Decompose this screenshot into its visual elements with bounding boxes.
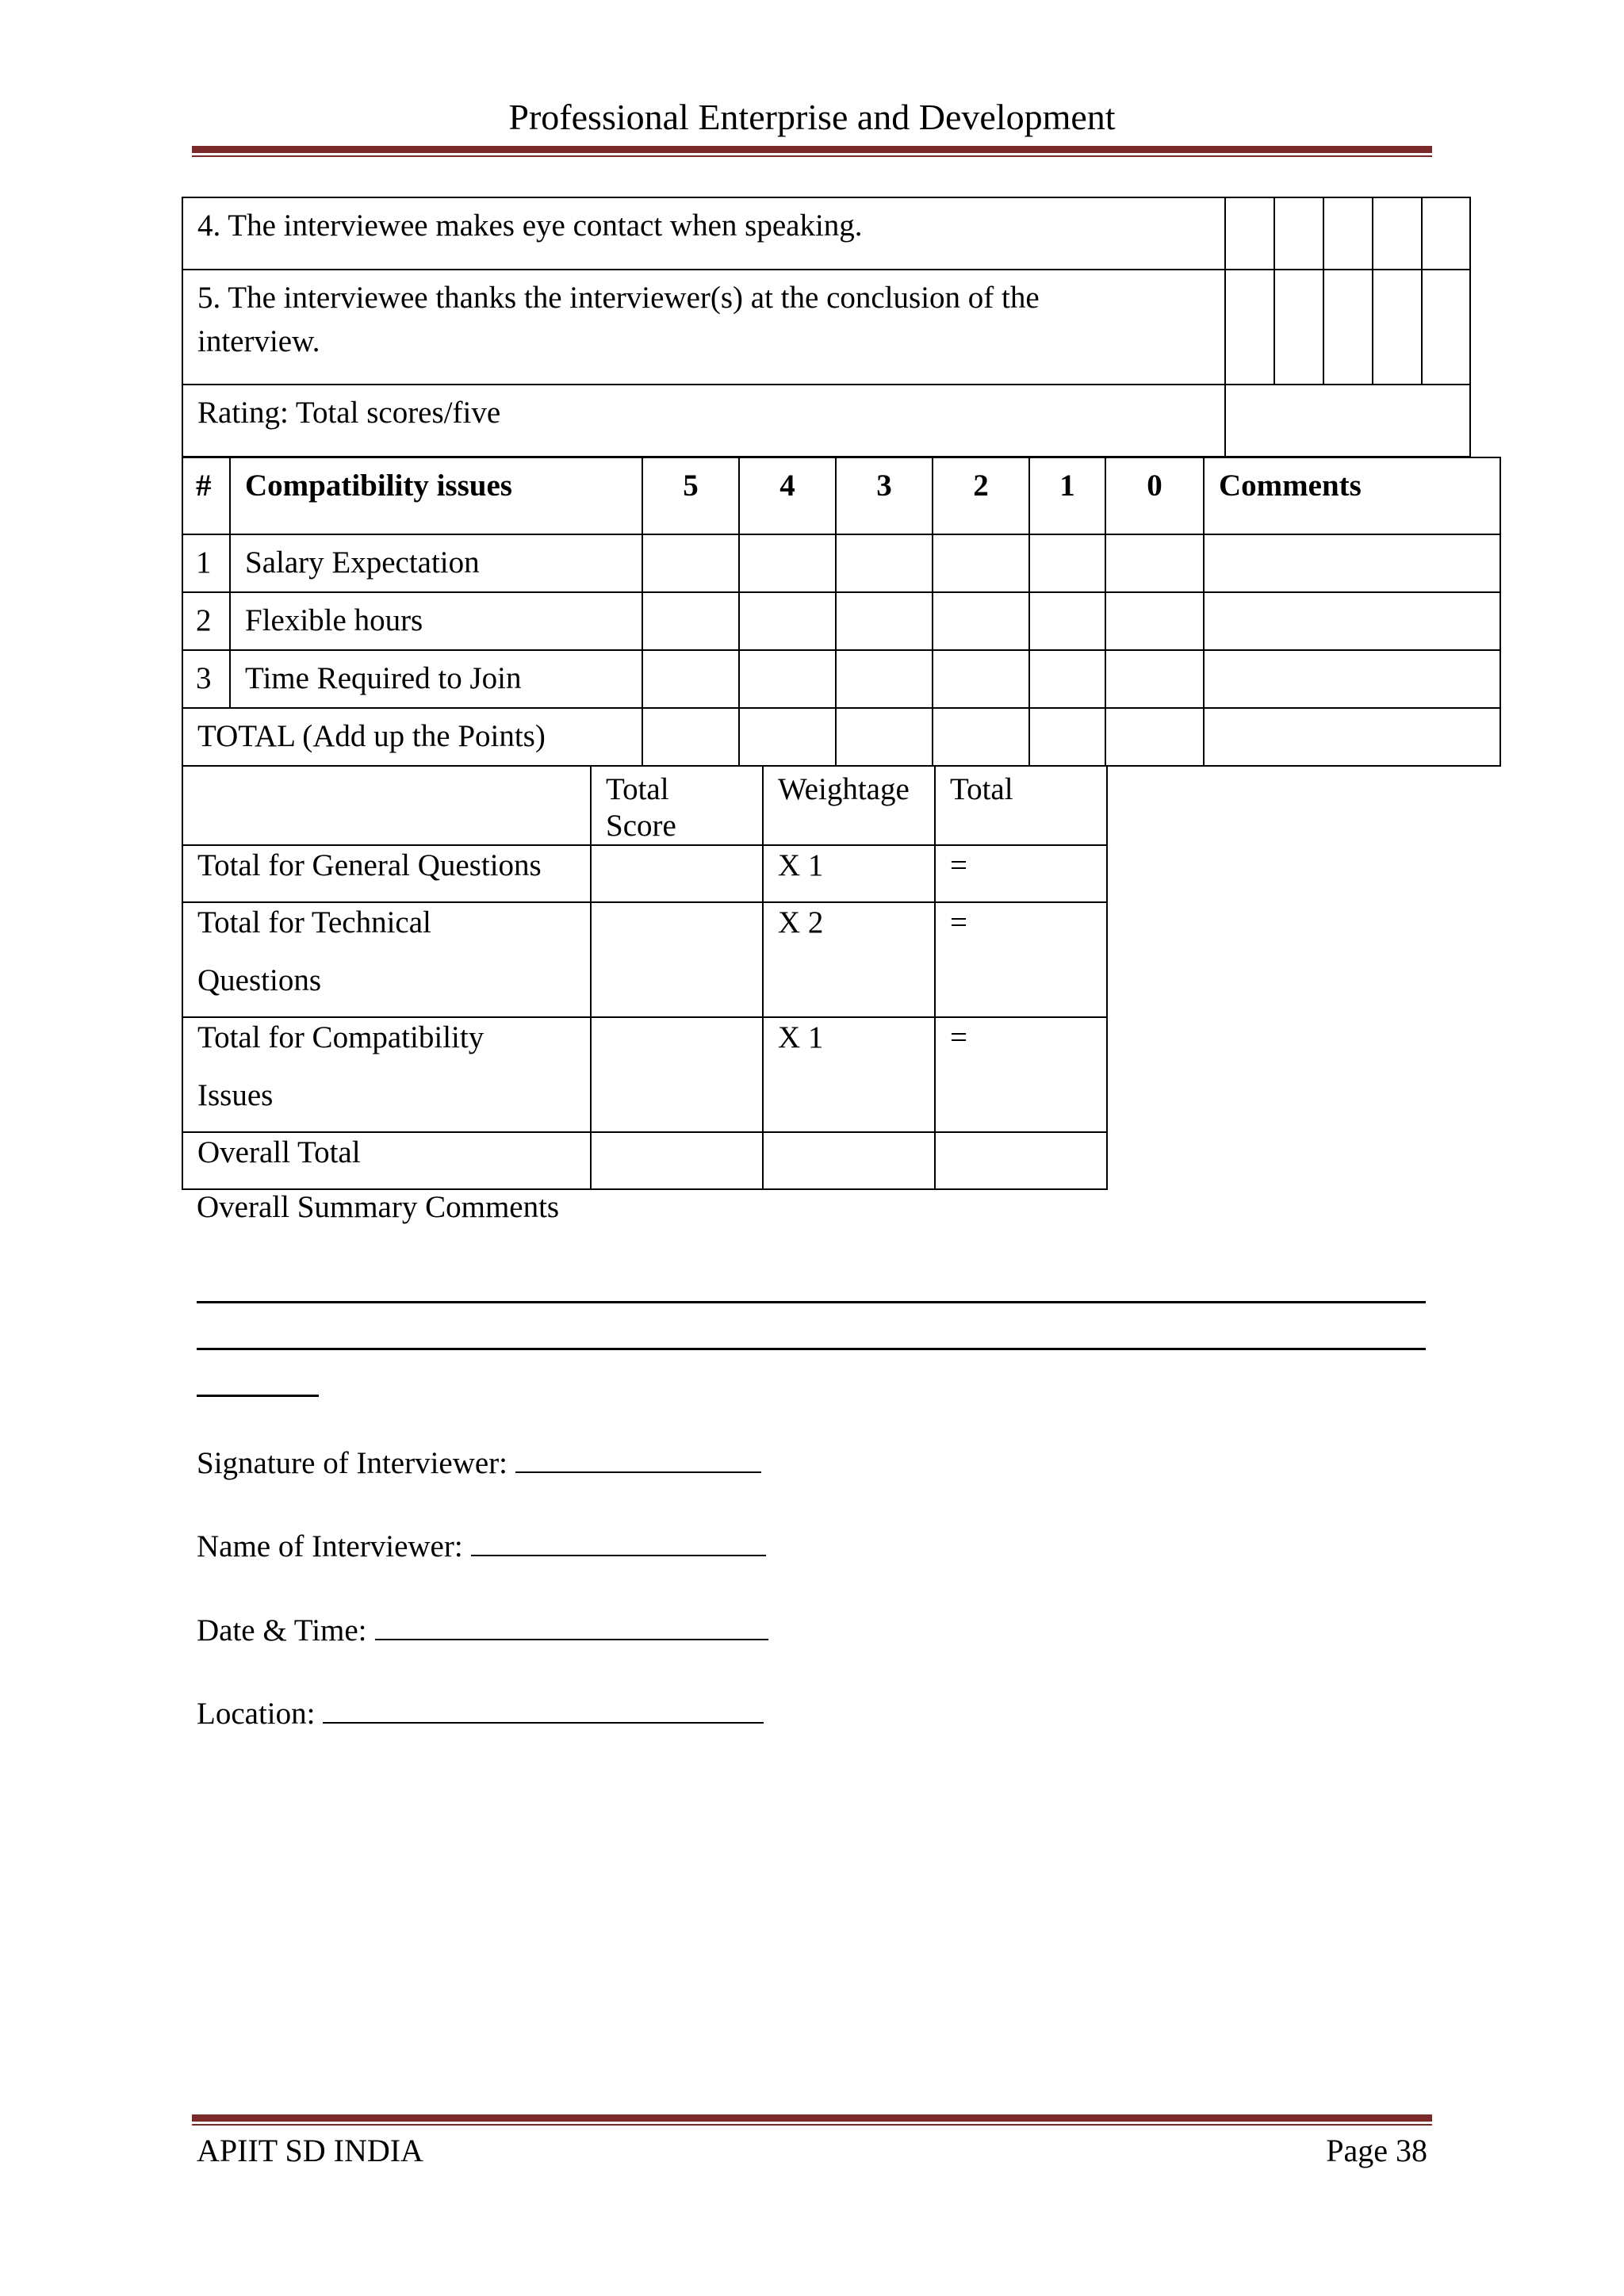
total-score-cell[interactable]	[591, 1132, 763, 1189]
score-cell[interactable]	[642, 592, 739, 650]
col-header-5: 5	[642, 457, 739, 534]
equals-sign: =	[935, 902, 1107, 1017]
name-label: Name of Interviewer:	[197, 1529, 463, 1563]
summary-comments-label: Overall Summary Comments	[197, 1190, 560, 1224]
date-label: Date & Time:	[197, 1613, 367, 1647]
score-cell[interactable]	[1105, 592, 1204, 650]
compatibility-table	[182, 457, 1501, 767]
footer-org: APIIT SD INDIA	[197, 2133, 423, 2168]
location-field	[197, 1693, 764, 1732]
score-cell[interactable]	[642, 650, 739, 708]
total-label: TOTAL (Add up the Points)	[182, 708, 642, 766]
score-cell[interactable]	[739, 708, 836, 766]
table-row	[182, 650, 1500, 708]
comment-cell[interactable]	[1204, 650, 1500, 708]
signature-label: Signature of Interviewer:	[197, 1446, 508, 1480]
location-label: Location:	[197, 1697, 316, 1731]
score-cell[interactable]	[1029, 650, 1105, 708]
rating-row-4	[182, 197, 1470, 270]
summary-row-label: Overall Total	[182, 1132, 591, 1189]
rating-row-5	[182, 270, 1470, 385]
compat-header-row	[182, 457, 1500, 534]
weightage-value: X 1	[763, 1017, 935, 1132]
col-header-3: 3	[836, 457, 933, 534]
rating-label: Rating: Total scores/five	[182, 385, 1225, 457]
score-cell[interactable]	[1029, 592, 1105, 650]
rating-cell[interactable]	[1274, 270, 1323, 385]
rating-cell[interactable]	[1422, 270, 1470, 385]
footer-rule	[192, 2114, 1432, 2126]
row-number: 2	[182, 592, 230, 650]
rating-total-cell[interactable]	[1225, 385, 1470, 457]
col-header-2: 2	[933, 457, 1029, 534]
col-header-issue: Compatibility issues	[230, 457, 642, 534]
date-field	[197, 1610, 768, 1649]
comment-line[interactable]	[197, 1301, 1426, 1303]
comment-cell[interactable]	[1204, 592, 1500, 650]
summary-header-total-score: Total Score	[591, 766, 763, 845]
score-cell[interactable]	[933, 650, 1029, 708]
table-row	[182, 845, 1107, 902]
score-cell[interactable]	[739, 592, 836, 650]
overall-total-row	[182, 1132, 1107, 1189]
score-cell[interactable]	[1029, 534, 1105, 592]
score-cell[interactable]	[836, 534, 933, 592]
col-header-1: 1	[1029, 457, 1105, 534]
page-header-title: Professional Enterprise and Development	[508, 97, 1116, 137]
rating-cell[interactable]	[1422, 197, 1470, 270]
weightage-value: X 2	[763, 902, 935, 1017]
row-label: Salary Expectation	[230, 534, 642, 592]
table-row	[182, 1017, 1107, 1132]
compat-total-row	[182, 708, 1500, 766]
rating-cell[interactable]	[1323, 197, 1373, 270]
rating-total-row	[182, 385, 1470, 457]
rating-cell[interactable]	[1274, 197, 1323, 270]
score-cell[interactable]	[1105, 708, 1204, 766]
col-header-number: #	[182, 457, 230, 534]
col-header-comments: Comments	[1204, 457, 1500, 534]
score-cell[interactable]	[836, 708, 933, 766]
score-cell[interactable]	[836, 650, 933, 708]
total-score-cell[interactable]	[591, 845, 763, 902]
overall-total-cell[interactable]	[935, 1132, 1107, 1189]
summary-row-label: Total for Technical Questions	[182, 902, 591, 1017]
equals-sign: =	[935, 845, 1107, 902]
score-cell[interactable]	[739, 534, 836, 592]
summary-row-label: Total for Compatibility Issues	[182, 1017, 591, 1132]
score-cell[interactable]	[933, 534, 1029, 592]
rating-cell[interactable]	[1373, 197, 1422, 270]
row-number: 3	[182, 650, 230, 708]
comment-cell[interactable]	[1204, 708, 1500, 766]
page-number: Page 38	[1326, 2133, 1427, 2168]
rating-cell[interactable]	[1323, 270, 1373, 385]
score-cell[interactable]	[1105, 650, 1204, 708]
equals-sign: =	[935, 1017, 1107, 1132]
rating-row-text: 4. The interviewee makes eye contact when speaking.	[182, 197, 1225, 270]
summary-header-weightage: Weightage	[763, 766, 935, 845]
signature-blank[interactable]	[515, 1443, 761, 1473]
table-row	[182, 534, 1500, 592]
name-field	[197, 1526, 766, 1565]
score-cell[interactable]	[739, 650, 836, 708]
table-row	[182, 902, 1107, 1017]
score-cell[interactable]	[933, 708, 1029, 766]
rating-cell[interactable]	[1373, 270, 1422, 385]
rating-row-text: 5. The interviewee thanks the interviewer(s) at the conclusion of the interview.	[182, 270, 1225, 385]
col-header-0: 0	[1105, 457, 1204, 534]
summary-row-label: Total for General Questions	[182, 845, 591, 902]
score-cell[interactable]	[1105, 534, 1204, 592]
comment-line[interactable]	[197, 1395, 319, 1397]
rating-table	[182, 197, 1471, 457]
score-cell[interactable]	[642, 708, 739, 766]
total-score-cell[interactable]	[591, 902, 763, 1017]
weightage-value[interactable]	[763, 1132, 935, 1189]
comment-line[interactable]	[197, 1348, 1426, 1350]
location-blank[interactable]	[323, 1693, 764, 1724]
row-label: Flexible hours	[230, 592, 642, 650]
name-blank[interactable]	[471, 1526, 766, 1556]
total-score-cell[interactable]	[591, 1017, 763, 1132]
summary-header-total: Total	[935, 766, 1107, 845]
score-cell[interactable]	[642, 534, 739, 592]
col-header-4: 4	[739, 457, 836, 534]
rating-cell[interactable]	[1225, 197, 1274, 270]
rating-cell[interactable]	[1225, 270, 1274, 385]
summary-header-blank	[182, 766, 591, 845]
score-cell[interactable]	[1029, 708, 1105, 766]
summary-header-row	[182, 766, 1107, 845]
header-rule	[192, 146, 1432, 157]
comment-cell[interactable]	[1204, 534, 1500, 592]
summary-table	[182, 765, 1108, 1190]
date-blank[interactable]	[375, 1610, 768, 1640]
row-number: 1	[182, 534, 230, 592]
row-label: Time Required to Join	[230, 650, 642, 708]
table-row	[182, 592, 1500, 650]
signature-field	[197, 1443, 761, 1482]
weightage-value: X 1	[763, 845, 935, 902]
score-cell[interactable]	[933, 592, 1029, 650]
score-cell[interactable]	[836, 592, 933, 650]
